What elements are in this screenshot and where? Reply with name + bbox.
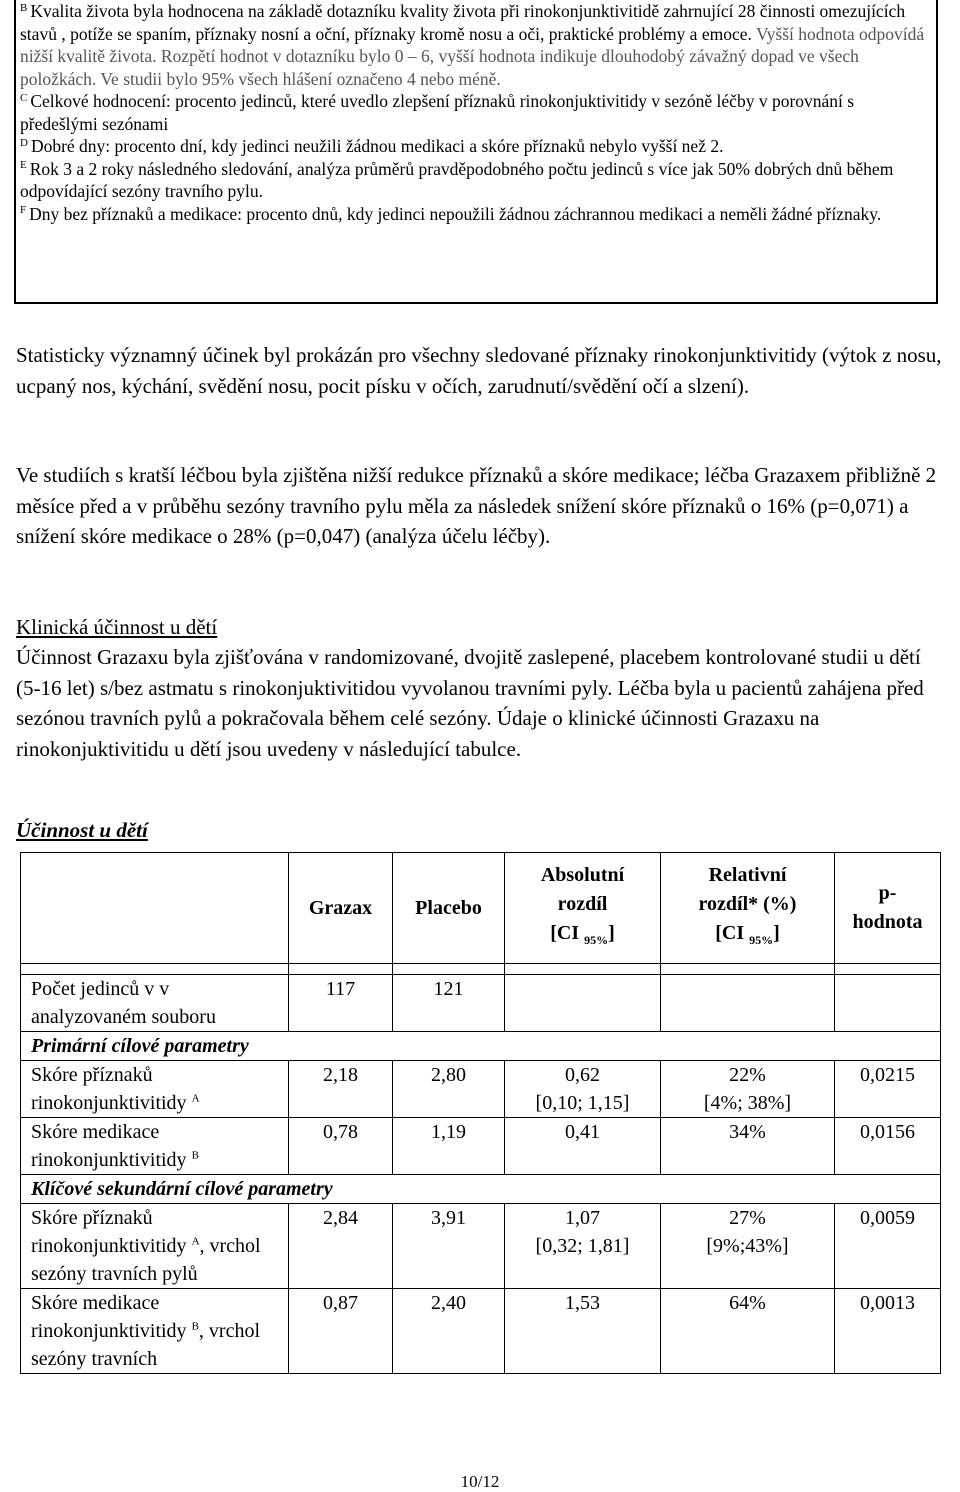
cell-ci: [9%;43%] <box>706 1235 789 1257</box>
cell-relative <box>661 1061 835 1118</box>
cell-empty <box>835 975 941 1032</box>
header-empty <box>21 853 289 964</box>
paragraph-children-study: Účinnost Grazaxu byla zjišťována v randomizované, dvojitě zaslepené, placebem kontrolované studii u dětí (5-16 let) s/bez astmatu s rinokonjuktivitidou vyvolanou travními pyly. Léčba byla u pacientů zahájena před sezónou travních pylů a pokračovala během celé sezóny. Údaje o klinické účinnosti Grazaxu na rinokonjuktivitidu u dětí jsou uvedeny v následující tabulce. <box>16 645 924 761</box>
cell-p-value: 0,0013 <box>835 1289 941 1374</box>
table-row <box>21 1118 941 1175</box>
cell-value: 22% <box>729 1064 766 1086</box>
footnote-e <box>20 158 928 203</box>
header-text: Absolutní <box>540 864 625 886</box>
row-label <box>21 1204 289 1289</box>
cell-value: 64% <box>729 1292 766 1314</box>
cell-grazax: 0,87 <box>289 1289 393 1374</box>
cell-grazax: 117 <box>289 975 393 1032</box>
section-heading: Klíčové sekundární cílové parametry <box>21 1175 941 1204</box>
row-label-sup: A <box>191 1092 200 1105</box>
row-label-sup: B <box>191 1149 199 1162</box>
table-row <box>21 1204 941 1289</box>
table-row <box>21 1061 941 1118</box>
header-text: rozdíl* (%) <box>698 893 797 915</box>
cell-p-value: 0,0059 <box>835 1204 941 1289</box>
footnote-text-gray: Vyšší hodnota odpovídá nižší kvalitě života. Rozpětí hodnot v dotazníku bylo 0 – 6, vyšší hodnota indikuje dlouhodobý závažný dopad ve všech položkách. Ve studii bylo 95% všech hlášení označeno 4 nebo méně. <box>20 23 925 89</box>
row-label-tail: , vrchol sezóny travních <box>31 1320 260 1370</box>
row-label <box>21 1289 289 1374</box>
cell-absolute <box>505 1061 661 1118</box>
header-text: hodnota <box>852 911 923 933</box>
row-label-text: Skóre medikace rinokonjunktivitidy <box>31 1121 187 1171</box>
table-gap-row <box>21 964 941 975</box>
footnote-b <box>20 0 928 90</box>
cell-ci: [4%; 38%] <box>703 1092 792 1114</box>
cell-value: 1,53 <box>565 1292 600 1314</box>
footnote-marker: D <box>20 136 28 149</box>
cell-placebo: 1,19 <box>393 1118 505 1175</box>
footnote-marker: E <box>20 159 27 172</box>
footnote-c <box>20 90 928 135</box>
footnote-text: Celkové hodnocení: procento jedinců, které uvedlo zlepšení příznaků rinokonjuktivitidy v sezóně léčby v porovnání s předešlými sezónami <box>20 91 855 134</box>
cell-placebo: 2,40 <box>393 1289 505 1374</box>
cell-placebo: 3,91 <box>393 1204 505 1289</box>
row-label: Počet jedinců v v analyzovaném souboru <box>21 975 289 1032</box>
header-text: [CI <box>715 922 745 944</box>
header-subscript: 95% <box>749 933 774 947</box>
header-text: ] <box>608 922 615 944</box>
footnote-text: Rok 3 a 2 roky následného sledování, analýza průměrů pravděpodobného počtu jedinců s více jak 50% dobrých dnů během odpovídající sezóny travního pylu. <box>20 158 894 201</box>
cell-relative <box>661 1118 835 1175</box>
row-label-tail: , vrchol sezóny travních pylů <box>31 1235 261 1285</box>
children-efficacy-heading: Klinická účinnost u dětí <box>16 615 218 639</box>
row-label-sup: A <box>191 1235 200 1248</box>
header-subscript: 95% <box>584 933 609 947</box>
row-label-text: Skóre příznaků rinokonjunktivitidy <box>31 1064 187 1114</box>
paragraph-statistical-effect: Statisticky významný účinek byl prokázán pro všechny sledované příznaky rinokonjunktivitidy (výtok z nosu, ucpaný nos, kýchání, svědění nosu, pocit písku v očích, zarudnutí/svědění očí a slzení). <box>16 343 942 398</box>
cell-p-value: 0,0215 <box>835 1061 941 1118</box>
cell-value: 0,62 <box>565 1064 600 1086</box>
cell-relative <box>661 1204 835 1289</box>
cell-placebo: 2,80 <box>393 1061 505 1118</box>
footnote-d <box>20 135 928 158</box>
section-heading: Primární cílové parametry <box>21 1032 941 1061</box>
header-text: ] <box>773 922 780 944</box>
page-number: 10/12 <box>460 1472 500 1491</box>
row-label-text: Skóre medikace rinokonjunktivitidy <box>31 1292 187 1342</box>
cell-placebo: 121 <box>393 975 505 1032</box>
header-p-value <box>835 853 941 964</box>
cell-empty <box>661 975 835 1032</box>
footnote-marker: F <box>20 204 27 217</box>
cell-absolute <box>505 1118 661 1175</box>
header-text: Relativní <box>708 864 787 886</box>
paragraph-shorter-treatment: Ve studiích s kratší léčbou byla zjištěna nižší redukce příznaků a skóre medikace; léčba Grazaxem přibližně 2 měsíce před a v průběhu sezóny travního pylu měla za následek snížení skóre příznaků o 16% (p=0,071) a snížení skóre medikace o 28% (p=0,047) (analýza účelu léčby). <box>16 463 937 548</box>
efficacy-table <box>20 852 941 1374</box>
cell-grazax: 2,18 <box>289 1061 393 1118</box>
cell-relative <box>661 1289 835 1374</box>
footnote-f <box>20 203 928 226</box>
cell-grazax: 0,78 <box>289 1118 393 1175</box>
header-placebo: Placebo <box>393 853 505 964</box>
cell-value: 27% <box>729 1207 766 1229</box>
table-section-primary <box>21 1032 941 1061</box>
footnotes-box <box>14 0 938 304</box>
table-section-secondary <box>21 1175 941 1204</box>
header-relative-difference <box>661 853 835 964</box>
table-header-row <box>21 853 941 964</box>
cell-absolute <box>505 1204 661 1289</box>
footnote-marker: C <box>20 91 28 104</box>
row-label-sup: B <box>191 1320 199 1333</box>
cell-value: 0,41 <box>565 1121 600 1143</box>
cell-value: 1,07 <box>565 1207 600 1229</box>
row-label <box>21 1061 289 1118</box>
cell-absolute <box>505 1289 661 1374</box>
row-label-text: Skóre příznaků rinokonjunktivitidy <box>31 1207 187 1257</box>
header-text: [CI <box>550 922 580 944</box>
cell-grazax: 2,84 <box>289 1204 393 1289</box>
cell-p-value: 0,0156 <box>835 1118 941 1175</box>
footnote-marker: B <box>20 1 28 14</box>
footnote-text: Kvalita života byla hodnocena na základě dotazníku kvality života při rinokonjunktivitidě zahrnující 28 činnosti omezujících stavů , potíže se spaním, příznaky nosní a oční, příznaky kromě nosu a oči, praktické problémy a emoce. <box>20 1 906 44</box>
header-grazax: Grazax <box>289 853 393 964</box>
footnote-text: Dny bez příznaků a medikace: procento dnů, kdy jedinci nepoužili žádnou záchrannou medikaci a neměli žádné příznaky. <box>29 203 882 224</box>
footnote-text: Dobré dny: procento dní, kdy jedinci neužili žádnou medikaci a skóre příznaků nebylo vyšší než 2. <box>30 136 724 156</box>
row-label <box>21 1118 289 1175</box>
header-absolute-difference <box>505 853 661 964</box>
cell-empty <box>505 975 661 1032</box>
cell-value: 34% <box>729 1121 766 1143</box>
cell-ci: [0,32; 1,81] <box>535 1235 630 1257</box>
table-row <box>21 1289 941 1374</box>
table-title: Účinnost u dětí <box>16 818 148 842</box>
header-text: p- <box>878 882 897 904</box>
table-row-count <box>21 975 941 1032</box>
cell-ci: [0,10; 1,15] <box>535 1092 630 1114</box>
header-text: rozdíl <box>557 893 608 915</box>
